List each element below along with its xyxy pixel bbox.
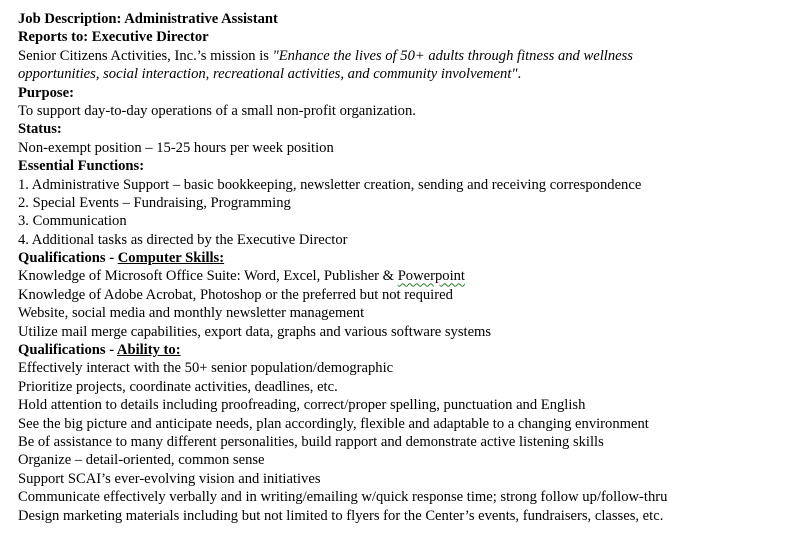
ability-item: Hold attention to details including proofreading, correct/proper spelling, punctuation and English (18, 397, 586, 414)
mission-suffix: . (517, 66, 522, 83)
reports-to-value: Executive Director (91, 29, 209, 46)
job-title-line (18, 10, 801, 28)
mission-line-2 (18, 65, 801, 83)
ability-item: See the big picture and anticipate needs, plan accordingly, flexible and adaptable to a changing environment (18, 415, 649, 432)
function-item: 4. Additional tasks as directed by the Executive Director (18, 231, 348, 248)
function-item: 2. Special Events – Fundraising, Programming (18, 194, 291, 211)
reports-to-label: Reports to: (18, 29, 89, 46)
job-title: Administrative Assistant (124, 11, 278, 27)
abilities-heading-prefix: Qualifications - (18, 342, 117, 359)
mission-quote-part-1: "Enhance the lives of 50+ adults through fitness and wellness (272, 47, 633, 64)
ability-item: Support SCAI’s ever-evolving vision and initiatives (18, 470, 321, 487)
status-text: Non-exempt position – 15-25 hours per week position (18, 139, 334, 156)
reports-to-line (18, 28, 801, 46)
computer-skill-item: Utilize mail merge capabilities, export data, graphs and various software systems (18, 323, 492, 340)
abilities-heading-underlined: Ability to: (116, 342, 181, 359)
essential-functions-heading: Essential Functions: (18, 158, 145, 175)
spellcheck-flagged-word: Powerpoint (397, 268, 465, 285)
abilities-heading (18, 341, 801, 359)
ability-item: Communicate effectively verbally and in writing/emailing w/quick response time; strong follow up/follow-thru (18, 489, 668, 506)
ability-item: Be of assistance to many different personalities, build rapport and demonstrate active listening skills (18, 433, 604, 450)
mission-prefix: Senior Citizens Activities, Inc.’s mission is (18, 47, 273, 64)
computer-skills-heading (18, 249, 801, 267)
computer-skill-item (18, 267, 801, 285)
ability-item: Design marketing materials including but not limited to flyers for the Center’s events, fundraisers, classes, etc. (18, 507, 664, 524)
ability-item: Organize – detail-oriented, common sense (18, 452, 265, 469)
mission-quote-part-2: opportunities, social interaction, recreational activities, and community involvement" (18, 66, 518, 83)
computer-skill-item-text: Knowledge of Microsoft Office Suite: Word, Excel, Publisher & (18, 268, 398, 285)
function-item: 3. Communication (18, 213, 127, 230)
mission-line-1 (18, 47, 801, 65)
job-description-label: Job Description: (18, 11, 122, 27)
function-item: 1. Administrative Support – basic bookkeeping, newsletter creation, sending and receiving correspondence (18, 176, 642, 193)
purpose-heading: Purpose: (18, 84, 74, 101)
computer-skill-item: Website, social media and monthly newsletter management (18, 305, 365, 322)
purpose-text: To support day-to-day operations of a small non-profit organization. (18, 102, 416, 119)
ability-item: Effectively interact with the 50+ senior population/demographic (18, 360, 394, 377)
computer-skill-item: Knowledge of Adobe Acrobat, Photoshop or the preferred but not required (18, 286, 453, 303)
computer-skills-heading-underlined: Computer Skills: (117, 250, 225, 267)
status-heading: Status: (18, 121, 62, 138)
ability-item: Prioritize projects, coordinate activities, deadlines, etc. (18, 378, 338, 395)
computer-skills-heading-prefix: Qualifications - (18, 250, 118, 267)
